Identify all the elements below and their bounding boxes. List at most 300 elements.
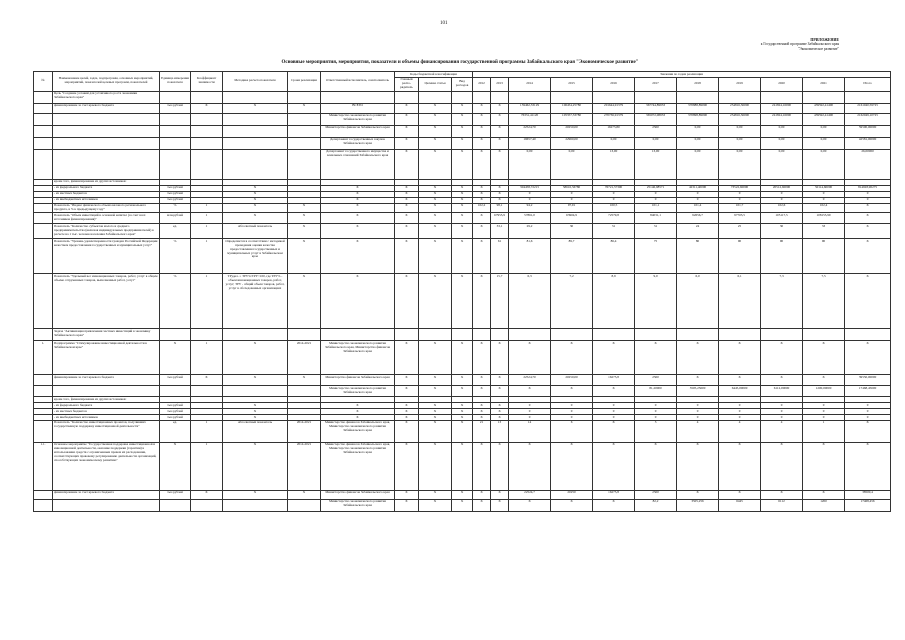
- cell-unit: [160, 137, 191, 149]
- cell-k1: X: [395, 442, 419, 490]
- cell-year-value: 0: [803, 409, 845, 415]
- cell-total: 38500,4: [845, 490, 891, 499]
- appendix-block: [669, 38, 839, 51]
- cell-year-value: 76331,41120: [509, 113, 551, 125]
- table-row: [34, 386, 891, 397]
- cell-year-value: X: [491, 375, 509, 386]
- table-row: [34, 203, 891, 213]
- cell-year-value: 0,00: [803, 149, 845, 179]
- cell-num: [34, 420, 53, 442]
- cell-term: 2014-2021: [288, 420, 321, 442]
- cell-year-value: 370898,89000: [677, 113, 719, 125]
- cell-k1: [395, 91, 419, 103]
- cell-k3: X: [452, 149, 473, 179]
- cell-year-value: 1200: [803, 499, 845, 511]
- cell-k2: X: [419, 403, 452, 409]
- cell-year-value: 92656,7: [677, 213, 719, 224]
- cell-k2: X: [419, 224, 452, 239]
- cell-year-value: 0: [551, 197, 593, 203]
- cell-year-value: [551, 91, 593, 103]
- cell-year-value: X: [491, 197, 509, 203]
- header-year: 2016: [593, 77, 635, 91]
- cell-num: [34, 125, 53, 137]
- cell-year-value: 20250,00: [551, 375, 593, 386]
- cell-year-value: 6112,00000: [761, 386, 803, 397]
- cell-year-value: X: [473, 213, 491, 224]
- cell-year-value: 86,4: [593, 239, 635, 274]
- cell-k3: X: [452, 375, 473, 386]
- cell-k3: X: [452, 403, 473, 409]
- cell-year-value: 15,7: [491, 274, 509, 329]
- cell-k1: X: [395, 113, 419, 125]
- cell-total: X: [845, 203, 891, 213]
- header-term: Сроки реализации: [288, 72, 321, 92]
- table-row: [34, 490, 891, 499]
- cell-year-value: 0,00: [803, 125, 845, 137]
- cell-term: X: [288, 203, 321, 213]
- cell-term: X: [288, 224, 321, 239]
- cell-year-value: X: [473, 341, 491, 375]
- cell-unit: %: [160, 239, 191, 274]
- cell-year-value: 0: [719, 403, 761, 409]
- header-year: 2018: [677, 77, 719, 91]
- cell-year-value: [593, 329, 635, 341]
- cell-year-value: [677, 329, 719, 341]
- cell-name: Показатель "Индекс физического объема валового регионального продукта, в % к предыдущему году": [53, 203, 160, 213]
- cell-year-value: 0: [803, 191, 845, 197]
- cell-coef: 1: [191, 420, 223, 442]
- cell-year-value: 0: [677, 409, 719, 415]
- cell-year-value: X: [491, 409, 509, 415]
- cell-total: 0: [845, 403, 891, 409]
- cell-total: X: [845, 239, 891, 274]
- cell-year-value: 0: [719, 191, 761, 197]
- cell-coef: [191, 499, 223, 511]
- cell-year-value: 201644,91379: [593, 103, 635, 113]
- table-row: [34, 125, 891, 137]
- cell-year-value: 20512,60000: [761, 185, 803, 191]
- cell-year-value: 30: [551, 224, 593, 239]
- cell-name: [53, 149, 160, 179]
- cell-year-value: 33,1: [491, 224, 509, 239]
- cell-num: [34, 375, 53, 386]
- cell-num: [34, 103, 53, 113]
- cell-method: X: [223, 341, 288, 375]
- cell-year-value: 6,1: [719, 274, 761, 329]
- cell-year-value: 0: [509, 415, 551, 421]
- cell-year-value: X: [491, 185, 509, 191]
- cell-k1: X: [395, 386, 419, 397]
- cell-year-value: 67955,9: [491, 213, 509, 224]
- cell-k3: X: [452, 197, 473, 203]
- table-row: [34, 442, 891, 490]
- table-row: [34, 137, 891, 149]
- cell-num: [34, 213, 53, 224]
- cell-year-value: 0: [551, 415, 593, 421]
- cell-unit: [160, 329, 191, 341]
- cell-year-value: X: [491, 113, 509, 125]
- cell-k3: X: [452, 113, 473, 125]
- cell-year-value: 94,2: [509, 203, 551, 213]
- cell-year-value: 57861,0: [509, 213, 551, 224]
- cell-year-value: X: [509, 386, 551, 397]
- cell-k3: X: [452, 125, 473, 137]
- cell-name: - из внебюджетных источников: [53, 197, 160, 203]
- header-total: Итого: [845, 77, 891, 91]
- cell-year-value: [593, 91, 635, 103]
- cell-method: X: [223, 191, 288, 197]
- cell-year-value: 0: [593, 403, 635, 409]
- cell-coef: [191, 137, 223, 149]
- cell-resp: Министерство финансов Забайкальского края: [321, 490, 395, 499]
- cell-year-value: 31: [593, 224, 635, 239]
- cell-year-value: 370888,89000: [677, 103, 719, 113]
- cell-year-value: [761, 329, 803, 341]
- cell-method: X: [223, 490, 288, 499]
- cell-resp: X: [321, 197, 395, 203]
- cell-name: Показатель "Количество субъектов малого и среднего предпринимательства (включая индивидуальных предпринимателей) в расчете на 1 тыс. человек населения Забайкальского края": [53, 224, 160, 239]
- cell-term: [288, 329, 321, 341]
- cell-year-value: 0,00: [761, 125, 803, 137]
- cell-unit: [160, 113, 191, 125]
- cell-k2: X: [419, 442, 452, 490]
- cell-k2: X: [419, 499, 452, 511]
- cell-method: [223, 499, 288, 511]
- cell-resp: X: [321, 213, 395, 224]
- table-header: [34, 72, 891, 92]
- header-unit: Единица измерения показателя: [160, 72, 191, 92]
- cell-year-value: 0: [677, 403, 719, 409]
- cell-name: - из местных бюджетов: [53, 409, 160, 415]
- cell-resp: Департамент государственного имущества и земельных отношений Забайкальского края: [321, 149, 395, 179]
- cell-year-value: 89,7: [551, 239, 593, 274]
- appendix-line-1: к Государственной программе Забайкальского края: [760, 42, 839, 47]
- cell-k3: X: [452, 274, 473, 329]
- cell-year-value: 20250,00: [551, 125, 593, 137]
- cell-year-value: 0: [593, 191, 635, 197]
- cell-year-value: X: [491, 415, 509, 421]
- cell-year-value: 0: [551, 403, 593, 409]
- cell-year-value: 16275,80: [593, 125, 635, 137]
- cell-method: [223, 386, 288, 397]
- header-values: Значения по годам реализации: [473, 72, 891, 78]
- cell-unit: %: [160, 203, 191, 213]
- cell-name: финансирование за счет краевого бюджета: [53, 490, 160, 499]
- cell-year-value: 0: [803, 415, 845, 421]
- cell-coef: [191, 125, 223, 137]
- cell-method: X: [223, 415, 288, 421]
- cell-year-value: X: [473, 125, 491, 137]
- cell-year-value: 8,9: [593, 274, 635, 329]
- cell-name: Цель "Создание условий для устойчивого роста экономики Забайкальского края": [53, 91, 160, 103]
- cell-method: X: [223, 103, 288, 113]
- cell-unit: [160, 386, 191, 397]
- cell-num: 1.1.: [34, 442, 53, 490]
- cell-term: [288, 91, 321, 103]
- cell-k2: X: [419, 420, 452, 442]
- cell-year-value: X: [473, 224, 491, 239]
- table-row: [34, 224, 891, 239]
- cell-year-value: 4: [677, 420, 719, 442]
- cell-year-value: 0: [635, 191, 677, 197]
- cell-year-value: 0,00: [551, 149, 593, 179]
- cell-year-value: 75: [635, 239, 677, 274]
- cell-total: 0: [845, 409, 891, 415]
- cell-total: [845, 329, 891, 341]
- cell-year-value: 0: [551, 191, 593, 197]
- cell-name: Подпрограмма "Стимулирование инвестиционной деятельности в Забайкальском крае": [53, 341, 160, 375]
- cell-year-value: 97,91: [551, 203, 593, 213]
- cell-term: [288, 113, 321, 125]
- cell-year-value: 6445,00000: [719, 386, 761, 397]
- cell-year-value: X: [551, 499, 593, 511]
- cell-resp: [321, 329, 395, 341]
- cell-unit: млн.рублей: [160, 213, 191, 224]
- cell-k3: X: [452, 409, 473, 415]
- cell-year-value: X: [635, 341, 677, 375]
- cell-year-value: X: [551, 341, 593, 375]
- cell-year-value: 72579,8: [593, 213, 635, 224]
- cell-year-value: X: [473, 499, 491, 511]
- cell-unit: тыс.рублей: [160, 403, 191, 409]
- cell-num: [34, 91, 53, 103]
- cell-year-value: 0,00: [509, 149, 551, 179]
- cell-year-value: X: [473, 103, 491, 113]
- cell-unit: тыс.рублей: [160, 375, 191, 386]
- cell-k1: X: [395, 213, 419, 224]
- cell-k2: X: [419, 213, 452, 224]
- cell-unit: тыс.рублей: [160, 197, 191, 203]
- cell-year-value: 2500: [635, 125, 677, 137]
- cell-year-value: 3505,25600: [677, 386, 719, 397]
- cell-k1: X: [395, 125, 419, 137]
- cell-unit: ед.: [160, 420, 191, 442]
- cell-year-value: 439592,41400: [803, 103, 845, 113]
- cell-year-value: X: [473, 239, 491, 274]
- cell-term: X: [288, 213, 321, 224]
- cell-k3: X: [452, 415, 473, 421]
- cell-total: 0: [845, 197, 891, 203]
- cell-k2: X: [419, 239, 452, 274]
- cell-term: 2014-2021: [288, 442, 321, 490]
- cell-year-value: 0,00: [761, 149, 803, 179]
- cell-year-value: X: [491, 137, 509, 149]
- cell-coef: 1: [191, 224, 223, 239]
- cell-year-value: [551, 329, 593, 341]
- cell-year-value: 105117,5: [761, 213, 803, 224]
- header-num: №: [34, 72, 53, 92]
- cell-k3: X: [452, 191, 473, 197]
- cell-method: [223, 329, 288, 341]
- cell-total: [845, 91, 891, 103]
- cell-year-value: 90: [761, 239, 803, 274]
- cell-year-value: [677, 91, 719, 103]
- cell-name: - из федерального бюджета: [53, 403, 160, 409]
- document-title: Основные мероприятия, мероприятия, показатели и объемы финансирования государственной программы Забайкальского края "Экономическое развитие": [281, 60, 639, 65]
- cell-k1: X: [395, 409, 419, 415]
- cell-resp: Министерство финансов Забайкальского края, Министерство экономического развития Забайкальского края: [321, 442, 395, 490]
- cell-resp: X: [321, 203, 395, 213]
- cell-total: 17468,45600: [845, 386, 891, 397]
- cell-coef: 1: [191, 213, 223, 224]
- cell-year-value: 0,00: [677, 125, 719, 137]
- cell-year-value: 25: [719, 224, 761, 239]
- cell-year-value: 20250: [551, 490, 593, 499]
- cell-num: [34, 499, 53, 511]
- header-kbk-kind: Вид расходов: [452, 77, 473, 91]
- cell-term: X: [288, 239, 321, 274]
- cell-year-value: [491, 329, 509, 341]
- cell-name: - из местных бюджетов: [53, 191, 160, 197]
- cell-year-value: X: [473, 197, 491, 203]
- cell-name: Основное мероприятие "Государственная поддержка инвестиционной и инновационной деятельности, оказание поддержки (гарантии) в использовании средств с ограниченным правом их расходования, соответствующих правовому регулированию деятельности организаций, способствующих экономическому развитию": [53, 442, 160, 490]
- cell-k3: X: [452, 185, 473, 191]
- cell-year-value: 254816,36000: [719, 103, 761, 113]
- cell-year-value: 81,20000: [635, 386, 677, 397]
- cell-k2: X: [419, 203, 452, 213]
- cell-year-value: X: [491, 386, 509, 397]
- cell-unit: тыс.рублей: [160, 185, 191, 191]
- cell-name: финансирование за счет краевого бюджета: [53, 375, 160, 386]
- cell-num: [34, 490, 53, 499]
- cell-k1: X: [395, 103, 419, 113]
- cell-year-value: X: [491, 442, 509, 490]
- cell-term: X: [288, 375, 321, 386]
- cell-unit: тыс.рублей: [160, 191, 191, 197]
- header-method: Методика расчета показателя: [223, 72, 288, 92]
- cell-year-value: 241824,16000: [761, 103, 803, 113]
- cell-num: [34, 274, 53, 329]
- cell-resp: X: [321, 274, 395, 329]
- cell-resp: [321, 91, 395, 103]
- cell-year-value: 3: [635, 420, 677, 442]
- cell-year-value: X: [491, 191, 509, 197]
- cell-year-value: X: [803, 341, 845, 375]
- cell-year-value: 22960,00: [551, 137, 593, 149]
- cell-year-value: X: [491, 149, 509, 179]
- cell-k2: X: [419, 185, 452, 191]
- cell-method: X: [223, 375, 288, 386]
- cell-year-value: X: [803, 442, 845, 490]
- cell-num: [34, 203, 53, 213]
- cell-year-value: 101,7: [719, 203, 761, 213]
- cell-resp: Министерство финансов Забайкальского края, Министерство экономического развития Забайкальского края: [321, 420, 395, 442]
- cell-year-value: 0: [677, 415, 719, 421]
- cell-year-value: 0: [719, 415, 761, 421]
- cell-year-value: 3505,256: [677, 499, 719, 511]
- cell-year-value: 7,3: [761, 274, 803, 329]
- cell-year-value: 61: [491, 239, 509, 274]
- header-year: 2019: [719, 77, 761, 91]
- cell-name: Показатель "Количество инвестиционных проектов, получивших государственную поддержку инвестиционной деятельности": [53, 420, 160, 442]
- header-year: 2021: [803, 77, 845, 91]
- cell-k2: X: [419, 113, 452, 125]
- cell-coef: [191, 149, 223, 179]
- cell-coef: 1: [191, 442, 223, 490]
- cell-k2: X: [419, 375, 452, 386]
- cell-name: Показатель "Объем инвестиций в основной капитал (за счет всех источников финансирования)": [53, 213, 160, 224]
- cell-k1: X: [395, 197, 419, 203]
- cell-year-value: 33: [803, 224, 845, 239]
- cell-year-value: 2500: [635, 375, 677, 386]
- table-row: [34, 499, 891, 511]
- cell-year-value: 108155,99: [803, 213, 845, 224]
- cell-k1: X: [395, 137, 419, 149]
- cell-name: [53, 113, 160, 125]
- cell-year-value: 84031,1: [635, 213, 677, 224]
- cell-year-value: 13,00: [635, 149, 677, 179]
- cell-k1: X: [395, 185, 419, 191]
- cell-year-value: 0: [509, 409, 551, 415]
- table-row: [34, 113, 891, 125]
- cell-year-value: X: [719, 341, 761, 375]
- header-year: 2020: [761, 77, 803, 91]
- cell-method: Абсолютный показатель: [223, 420, 288, 442]
- cell-year-value: 30: [761, 224, 803, 239]
- cell-year-value: X: [593, 420, 635, 442]
- cell-name: Показатель "Удельный вес инновационных товаров, работ, услуг в общем объеме отгруженных товаров, выполненных работ, услуг": [53, 274, 160, 329]
- cell-method: X: [223, 442, 288, 490]
- cell-num: [34, 386, 53, 397]
- cell-unit: тыс.рублей: [160, 409, 191, 415]
- cell-method: X: [223, 409, 288, 415]
- cell-year-value: 19657,40: [509, 137, 551, 149]
- cell-name: [53, 386, 160, 397]
- table-row: [34, 375, 891, 386]
- cell-year-value: 241824,16000: [761, 113, 803, 125]
- cell-year-value: 50114,60000: [803, 185, 845, 191]
- header-year: 2014: [509, 77, 551, 91]
- cell-k1: X: [395, 420, 419, 442]
- cell-total: X: [845, 224, 891, 239]
- cell-name: кроме того, финансирование из других источников:: [53, 179, 160, 185]
- cell-year-value: 0: [761, 415, 803, 421]
- cell-year-value: 25146,98571: [635, 185, 677, 191]
- cell-year-value: 0: [719, 197, 761, 203]
- cell-year-value: X: [491, 103, 509, 113]
- cell-year-value: 101,4: [677, 203, 719, 213]
- cell-k2: X: [419, 103, 452, 113]
- cell-total: X: [845, 341, 891, 375]
- cell-total: 59500,00000: [845, 125, 891, 137]
- cell-year-value: 0: [677, 191, 719, 197]
- cell-year-value: 7,2: [551, 274, 593, 329]
- table-row: [34, 341, 891, 375]
- cell-coef: X: [191, 490, 223, 499]
- cell-unit: [160, 499, 191, 511]
- cell-year-value: X: [473, 191, 491, 197]
- cell-year-value: 97703,5: [719, 213, 761, 224]
- cell-year-value: 22524,70: [509, 125, 551, 137]
- cell-year-value: 63904,9: [551, 213, 593, 224]
- cell-method: [223, 149, 288, 179]
- cell-method: [223, 137, 288, 149]
- cell-coef: X: [191, 103, 223, 113]
- cell-k2: X: [419, 197, 452, 203]
- cell-year-value: 13,00: [593, 149, 635, 179]
- cell-k2: X: [419, 409, 452, 415]
- cell-year-value: 0: [761, 403, 803, 409]
- cell-coef: 1: [191, 203, 223, 213]
- cell-year-value: 0: [677, 197, 719, 203]
- cell-name: - из федерального бюджета: [53, 185, 160, 191]
- cell-k2: X: [419, 149, 452, 179]
- cell-resp: X: [321, 239, 395, 274]
- cell-name: [53, 137, 160, 149]
- cell-year-value: X: [491, 499, 509, 511]
- cell-year-value: X: [803, 375, 845, 386]
- cell-year-value: 304458,72215: [509, 185, 551, 191]
